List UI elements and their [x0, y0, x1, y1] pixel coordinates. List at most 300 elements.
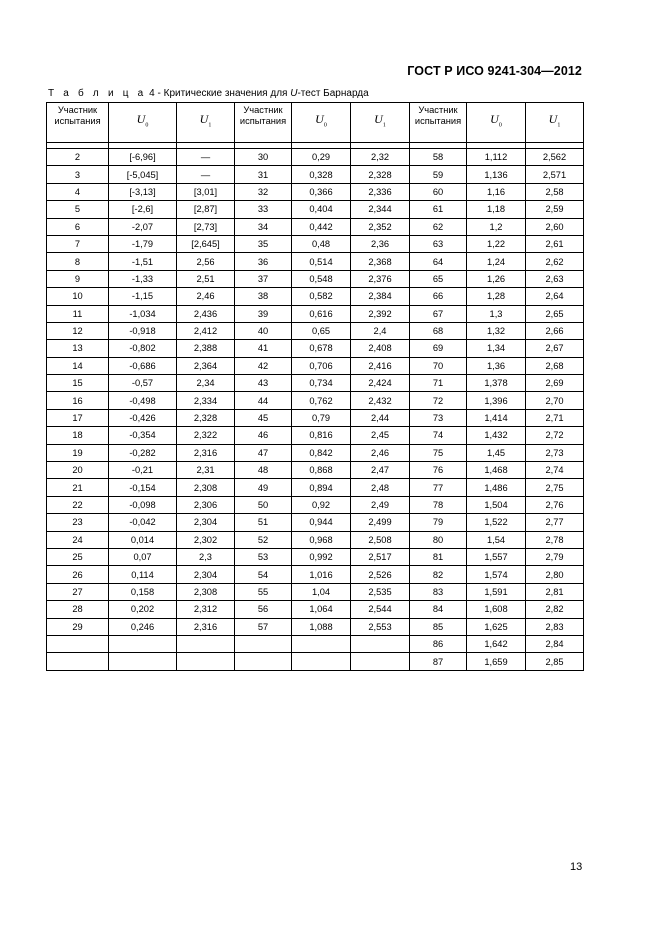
table-cell: 2,517 — [351, 548, 410, 565]
u1-subscript: 1 — [557, 122, 561, 129]
table-cell: 1,642 — [467, 635, 526, 652]
table-cell: 2,65 — [526, 305, 584, 322]
table-cell: -0,21 — [109, 462, 177, 479]
table-cell: 2,85 — [526, 653, 584, 670]
table-cell: 69 — [410, 340, 467, 357]
table-row — [47, 270, 584, 287]
caption-number: 4 — [149, 88, 155, 99]
table-cell: 32 — [235, 183, 292, 200]
table-cell: 2,316 — [177, 618, 235, 635]
table-cell: 1,54 — [467, 531, 526, 548]
u1-symbol: U — [548, 111, 558, 126]
table-cell: 75 — [410, 444, 467, 461]
table-cell: 2,424 — [351, 375, 410, 392]
table-cell: 28 — [47, 601, 109, 618]
table-cell: 0,762 — [292, 392, 351, 409]
table-cell: 2,544 — [351, 601, 410, 618]
table-cell: 55 — [235, 583, 292, 600]
table-cell: 2,74 — [526, 462, 584, 479]
table-cell: 2,31 — [177, 462, 235, 479]
caption-symbol: U — [290, 88, 298, 99]
table-cell: 2,302 — [177, 531, 235, 548]
table-cell: 84 — [410, 601, 467, 618]
table-cell: 2,44 — [351, 409, 410, 426]
table-cell: 2,59 — [526, 201, 584, 218]
table-cell: 56 — [235, 601, 292, 618]
table-cell: 53 — [235, 548, 292, 565]
table-header-row — [47, 103, 584, 143]
table-cell — [177, 635, 235, 652]
table-cell: -0,354 — [109, 427, 177, 444]
table-cell: 7 — [47, 235, 109, 252]
table-cell: 1,064 — [292, 601, 351, 618]
table-row — [47, 166, 584, 183]
table-cell: 68 — [410, 322, 467, 339]
table-cell: 1,2 — [467, 218, 526, 235]
table-cell: 1,24 — [467, 253, 526, 270]
table-cell: 2,306 — [177, 496, 235, 513]
table-cell: 1,36 — [467, 357, 526, 374]
table-cell: 20 — [47, 462, 109, 479]
table-cell: 0,944 — [292, 514, 351, 531]
table-cell: 2,75 — [526, 479, 584, 496]
table-cell: 0,582 — [292, 288, 351, 305]
table-cell: 2,304 — [177, 566, 235, 583]
table-cell: 2,308 — [177, 583, 235, 600]
table-cell: 16 — [47, 392, 109, 409]
table-cell: 1,34 — [467, 340, 526, 357]
table-cell: 79 — [410, 514, 467, 531]
table-cell: 2,336 — [351, 183, 410, 200]
table-cell: 1,04 — [292, 583, 351, 600]
table-cell: 2,45 — [351, 427, 410, 444]
table-cell: 25 — [47, 548, 109, 565]
table-cell: 1,26 — [467, 270, 526, 287]
table-cell: 64 — [410, 253, 467, 270]
table-row — [47, 375, 584, 392]
table-cell: 36 — [235, 253, 292, 270]
table-cell: 2,61 — [526, 235, 584, 252]
table-cell: 2,76 — [526, 496, 584, 513]
table-cell: 0,158 — [109, 583, 177, 600]
table-cell — [177, 653, 235, 670]
table-cell: -1,034 — [109, 305, 177, 322]
table-cell: 2,62 — [526, 253, 584, 270]
table-cell: 1,088 — [292, 618, 351, 635]
table-cell: 2,77 — [526, 514, 584, 531]
header-u0-3 — [467, 103, 526, 143]
table-cell: -1,15 — [109, 288, 177, 305]
table-cell: 70 — [410, 357, 467, 374]
u1-symbol: U — [199, 111, 209, 126]
table-row — [47, 618, 584, 635]
table-cell: 42 — [235, 357, 292, 374]
table-cell: -0,686 — [109, 357, 177, 374]
table-cell: 2,72 — [526, 427, 584, 444]
table-cell: 2,416 — [351, 357, 410, 374]
table-row — [47, 427, 584, 444]
table-cell: 57 — [235, 618, 292, 635]
u0-symbol: U — [315, 111, 324, 126]
table-cell: [-3,13] — [109, 183, 177, 200]
table-cell: 1,396 — [467, 392, 526, 409]
table-row — [47, 201, 584, 218]
table-cell: 1,504 — [467, 496, 526, 513]
table-cell: 0,328 — [292, 166, 351, 183]
table-cell: 1,557 — [467, 548, 526, 565]
table-cell: 1,016 — [292, 566, 351, 583]
table-cell: 19 — [47, 444, 109, 461]
table-cell: 1,432 — [467, 427, 526, 444]
table-cell: 2 — [47, 149, 109, 166]
table-cell: 38 — [235, 288, 292, 305]
table-cell: 1,378 — [467, 375, 526, 392]
table-cell: 0,014 — [109, 531, 177, 548]
table-cell: 1,16 — [467, 183, 526, 200]
table-cell: 48 — [235, 462, 292, 479]
table-row — [47, 583, 584, 600]
table-cell: 2,316 — [177, 444, 235, 461]
table-row — [47, 479, 584, 496]
table-row — [47, 601, 584, 618]
table-cell: 0,816 — [292, 427, 351, 444]
table-cell: 15 — [47, 375, 109, 392]
table-row — [47, 218, 584, 235]
table-cell: 45 — [235, 409, 292, 426]
table-cell: 81 — [410, 548, 467, 565]
table-row — [47, 235, 584, 252]
table-cell: 0,514 — [292, 253, 351, 270]
table-cell: -0,154 — [109, 479, 177, 496]
table-cell: 1,28 — [467, 288, 526, 305]
table-cell: 60 — [410, 183, 467, 200]
table-cell: 2,304 — [177, 514, 235, 531]
table-cell: 2,412 — [177, 322, 235, 339]
table-cell: 59 — [410, 166, 467, 183]
table-row — [47, 531, 584, 548]
table-cell: 1,591 — [467, 583, 526, 600]
table-cell: 2,408 — [351, 340, 410, 357]
table-cell: -1,51 — [109, 253, 177, 270]
table-cell: 86 — [410, 635, 467, 652]
table-cell: 26 — [47, 566, 109, 583]
table-cell: 83 — [410, 583, 467, 600]
table-cell: 2,67 — [526, 340, 584, 357]
table-cell: 2,384 — [351, 288, 410, 305]
table-row — [47, 392, 584, 409]
table-cell: 43 — [235, 375, 292, 392]
header-u1-3 — [526, 103, 584, 143]
table-cell: 31 — [235, 166, 292, 183]
u1-subscript: 1 — [382, 122, 386, 129]
u0-subscript: 0 — [145, 122, 149, 129]
table-cell — [109, 635, 177, 652]
table-cell: 0,706 — [292, 357, 351, 374]
table-cell: -0,098 — [109, 496, 177, 513]
u0-symbol: U — [136, 111, 146, 126]
table-cell: 0,404 — [292, 201, 351, 218]
table-cell: 71 — [410, 375, 467, 392]
table-cell: 2,78 — [526, 531, 584, 548]
table-cell: 24 — [47, 531, 109, 548]
table-cell: 2,64 — [526, 288, 584, 305]
table-cell: 2,47 — [351, 462, 410, 479]
table-cell: [-2,6] — [109, 201, 177, 218]
table-cell: 2,70 — [526, 392, 584, 409]
table-cell: 10 — [47, 288, 109, 305]
table-row — [47, 305, 584, 322]
table-cell: 58 — [410, 149, 467, 166]
table-cell: 46 — [235, 427, 292, 444]
table-cell: -0,918 — [109, 322, 177, 339]
table-cell: 27 — [47, 583, 109, 600]
table-cell: 0,114 — [109, 566, 177, 583]
table-cell: 77 — [410, 479, 467, 496]
table-cell — [109, 653, 177, 670]
table-cell: 62 — [410, 218, 467, 235]
table-cell: 0,734 — [292, 375, 351, 392]
table-cell: 2,499 — [351, 514, 410, 531]
table-cell: 73 — [410, 409, 467, 426]
table-cell: 61 — [410, 201, 467, 218]
caption-text-before: - Критические значения для — [154, 88, 291, 99]
table-body — [47, 143, 584, 671]
table-cell: 11 — [47, 305, 109, 322]
table-cell: 0,07 — [109, 548, 177, 565]
table-cell: 14 — [47, 357, 109, 374]
table-cell: 2,34 — [177, 375, 235, 392]
table-cell: 37 — [235, 270, 292, 287]
table-cell: 5 — [47, 201, 109, 218]
table-cell: 1,22 — [467, 235, 526, 252]
table-row — [47, 514, 584, 531]
table-cell: 1,112 — [467, 149, 526, 166]
table-cell: 2,46 — [177, 288, 235, 305]
table-cell: 2,432 — [351, 392, 410, 409]
table-cell: 2,73 — [526, 444, 584, 461]
table-cell: 0,842 — [292, 444, 351, 461]
table-cell: 0,992 — [292, 548, 351, 565]
table-cell: 2,392 — [351, 305, 410, 322]
table-cell: 0,48 — [292, 235, 351, 252]
table-cell: 74 — [410, 427, 467, 444]
table-cell: 2,82 — [526, 601, 584, 618]
table-cell: 2,48 — [351, 479, 410, 496]
table-cell: 17 — [47, 409, 109, 426]
table-cell: -0,802 — [109, 340, 177, 357]
table-cell: 0,894 — [292, 479, 351, 496]
table-cell: 2,562 — [526, 149, 584, 166]
table-row — [47, 635, 584, 652]
header-u1-1 — [177, 103, 235, 143]
table-cell: 2,535 — [351, 583, 410, 600]
u1-symbol: U — [374, 111, 383, 126]
table-row — [47, 340, 584, 357]
table-cell — [292, 653, 351, 670]
table-cell: -2,07 — [109, 218, 177, 235]
table-cell: 63 — [410, 235, 467, 252]
table-cell: 2,322 — [177, 427, 235, 444]
table-cell: 39 — [235, 305, 292, 322]
table-cell: 2,308 — [177, 479, 235, 496]
table-cell: 2,364 — [177, 357, 235, 374]
table-cell: 2,334 — [177, 392, 235, 409]
table-cell: 2,328 — [351, 166, 410, 183]
table-cell: 85 — [410, 618, 467, 635]
critical-values-table — [46, 102, 584, 671]
table-cell: 2,436 — [177, 305, 235, 322]
header-participants-2: Участник испытания — [235, 103, 292, 143]
table-cell: 1,468 — [467, 462, 526, 479]
header-u0-2 — [292, 103, 351, 143]
table-cell: 2,36 — [351, 235, 410, 252]
u0-subscript: 0 — [323, 122, 327, 129]
table-cell: 49 — [235, 479, 292, 496]
table-cell: 2,388 — [177, 340, 235, 357]
table-cell: [3,01] — [177, 183, 235, 200]
document-standard-header: ГОСТ Р ИСО 9241-304—2012 — [407, 64, 582, 78]
table-row — [47, 444, 584, 461]
table-cell: 2,508 — [351, 531, 410, 548]
table-row — [47, 288, 584, 305]
table-cell: 0,202 — [109, 601, 177, 618]
table-cell: [2,73] — [177, 218, 235, 235]
table-cell: 1,608 — [467, 601, 526, 618]
table-cell: 1,574 — [467, 566, 526, 583]
table-cell: 2,68 — [526, 357, 584, 374]
table-cell: 2,328 — [177, 409, 235, 426]
table-cell: 23 — [47, 514, 109, 531]
table-cell: -0,042 — [109, 514, 177, 531]
table-cell: — — [177, 149, 235, 166]
table-cell: 72 — [410, 392, 467, 409]
table-cell: 2,553 — [351, 618, 410, 635]
table-row — [47, 548, 584, 565]
table-row — [47, 653, 584, 670]
table-cell: 9 — [47, 270, 109, 287]
table-cell: 1,522 — [467, 514, 526, 531]
caption-text-after: -тест Барнарда — [297, 88, 369, 99]
table-cell: 52 — [235, 531, 292, 548]
table-cell: 6 — [47, 218, 109, 235]
table-cell: -0,57 — [109, 375, 177, 392]
table-cell: 1,625 — [467, 618, 526, 635]
table-cell: -1,79 — [109, 235, 177, 252]
table-cell: 76 — [410, 462, 467, 479]
table-cell — [351, 653, 410, 670]
table-cell: 51 — [235, 514, 292, 531]
table-cell: 2,3 — [177, 548, 235, 565]
table-cell: 1,136 — [467, 166, 526, 183]
table-cell: 1,414 — [467, 409, 526, 426]
table-cell: 0,678 — [292, 340, 351, 357]
header-participants-3: Участник испытания — [410, 103, 467, 143]
table-cell: 2,352 — [351, 218, 410, 235]
table-cell: 2,49 — [351, 496, 410, 513]
u0-symbol: U — [490, 111, 499, 126]
table-cell: 2,80 — [526, 566, 584, 583]
table-cell: -0,426 — [109, 409, 177, 426]
table-cell: 35 — [235, 235, 292, 252]
table-cell: 0,246 — [109, 618, 177, 635]
table-cell: 2,60 — [526, 218, 584, 235]
table-row — [47, 462, 584, 479]
table-cell: 40 — [235, 322, 292, 339]
table-cell: 1,486 — [467, 479, 526, 496]
table-cell: -0,282 — [109, 444, 177, 461]
table-cell: 2,32 — [351, 149, 410, 166]
table-cell — [47, 635, 109, 652]
table-cell: 44 — [235, 392, 292, 409]
table-cell: 2,84 — [526, 635, 584, 652]
table-cell: 2,376 — [351, 270, 410, 287]
table-cell: 0,548 — [292, 270, 351, 287]
table-cell: -0,498 — [109, 392, 177, 409]
table-cell: 41 — [235, 340, 292, 357]
table-cell: 50 — [235, 496, 292, 513]
table-cell: 29 — [47, 618, 109, 635]
table-cell: 2,51 — [177, 270, 235, 287]
table-cell: 22 — [47, 496, 109, 513]
table-row — [47, 409, 584, 426]
table-cell: 1,45 — [467, 444, 526, 461]
table-cell: 2,526 — [351, 566, 410, 583]
table-cell: 1,32 — [467, 322, 526, 339]
table-cell: 8 — [47, 253, 109, 270]
table-cell: 82 — [410, 566, 467, 583]
table-cell: 67 — [410, 305, 467, 322]
table-row — [47, 149, 584, 166]
table-cell: 2,69 — [526, 375, 584, 392]
table-cell: 2,46 — [351, 444, 410, 461]
table-cell: 2,368 — [351, 253, 410, 270]
table-caption — [48, 88, 369, 99]
table-cell: 3 — [47, 166, 109, 183]
caption-word: Т а б л и ц а — [48, 88, 147, 99]
table-cell: 34 — [235, 218, 292, 235]
table-cell: -1,33 — [109, 270, 177, 287]
table-cell: 13 — [47, 340, 109, 357]
table-row — [47, 183, 584, 200]
table-cell: 65 — [410, 270, 467, 287]
table-cell: 0,29 — [292, 149, 351, 166]
table-row — [47, 496, 584, 513]
table-cell: 2,83 — [526, 618, 584, 635]
table-cell: — — [177, 166, 235, 183]
table-cell: 1,18 — [467, 201, 526, 218]
table-cell: 2,79 — [526, 548, 584, 565]
table-cell: 2,66 — [526, 322, 584, 339]
table-cell — [235, 635, 292, 652]
table-cell: 0,868 — [292, 462, 351, 479]
table-cell — [47, 653, 109, 670]
table-row — [47, 357, 584, 374]
table-row — [47, 253, 584, 270]
u1-subscript: 1 — [208, 122, 212, 129]
table-cell: 0,92 — [292, 496, 351, 513]
table-row — [47, 322, 584, 339]
table-cell — [235, 653, 292, 670]
table-cell: 0,442 — [292, 218, 351, 235]
table-cell: 66 — [410, 288, 467, 305]
table-cell: 12 — [47, 322, 109, 339]
table-cell: 0,366 — [292, 183, 351, 200]
table-cell: 2,58 — [526, 183, 584, 200]
table-cell: 87 — [410, 653, 467, 670]
table-cell: 2,81 — [526, 583, 584, 600]
table-cell: 2,312 — [177, 601, 235, 618]
table-cell: 2,56 — [177, 253, 235, 270]
